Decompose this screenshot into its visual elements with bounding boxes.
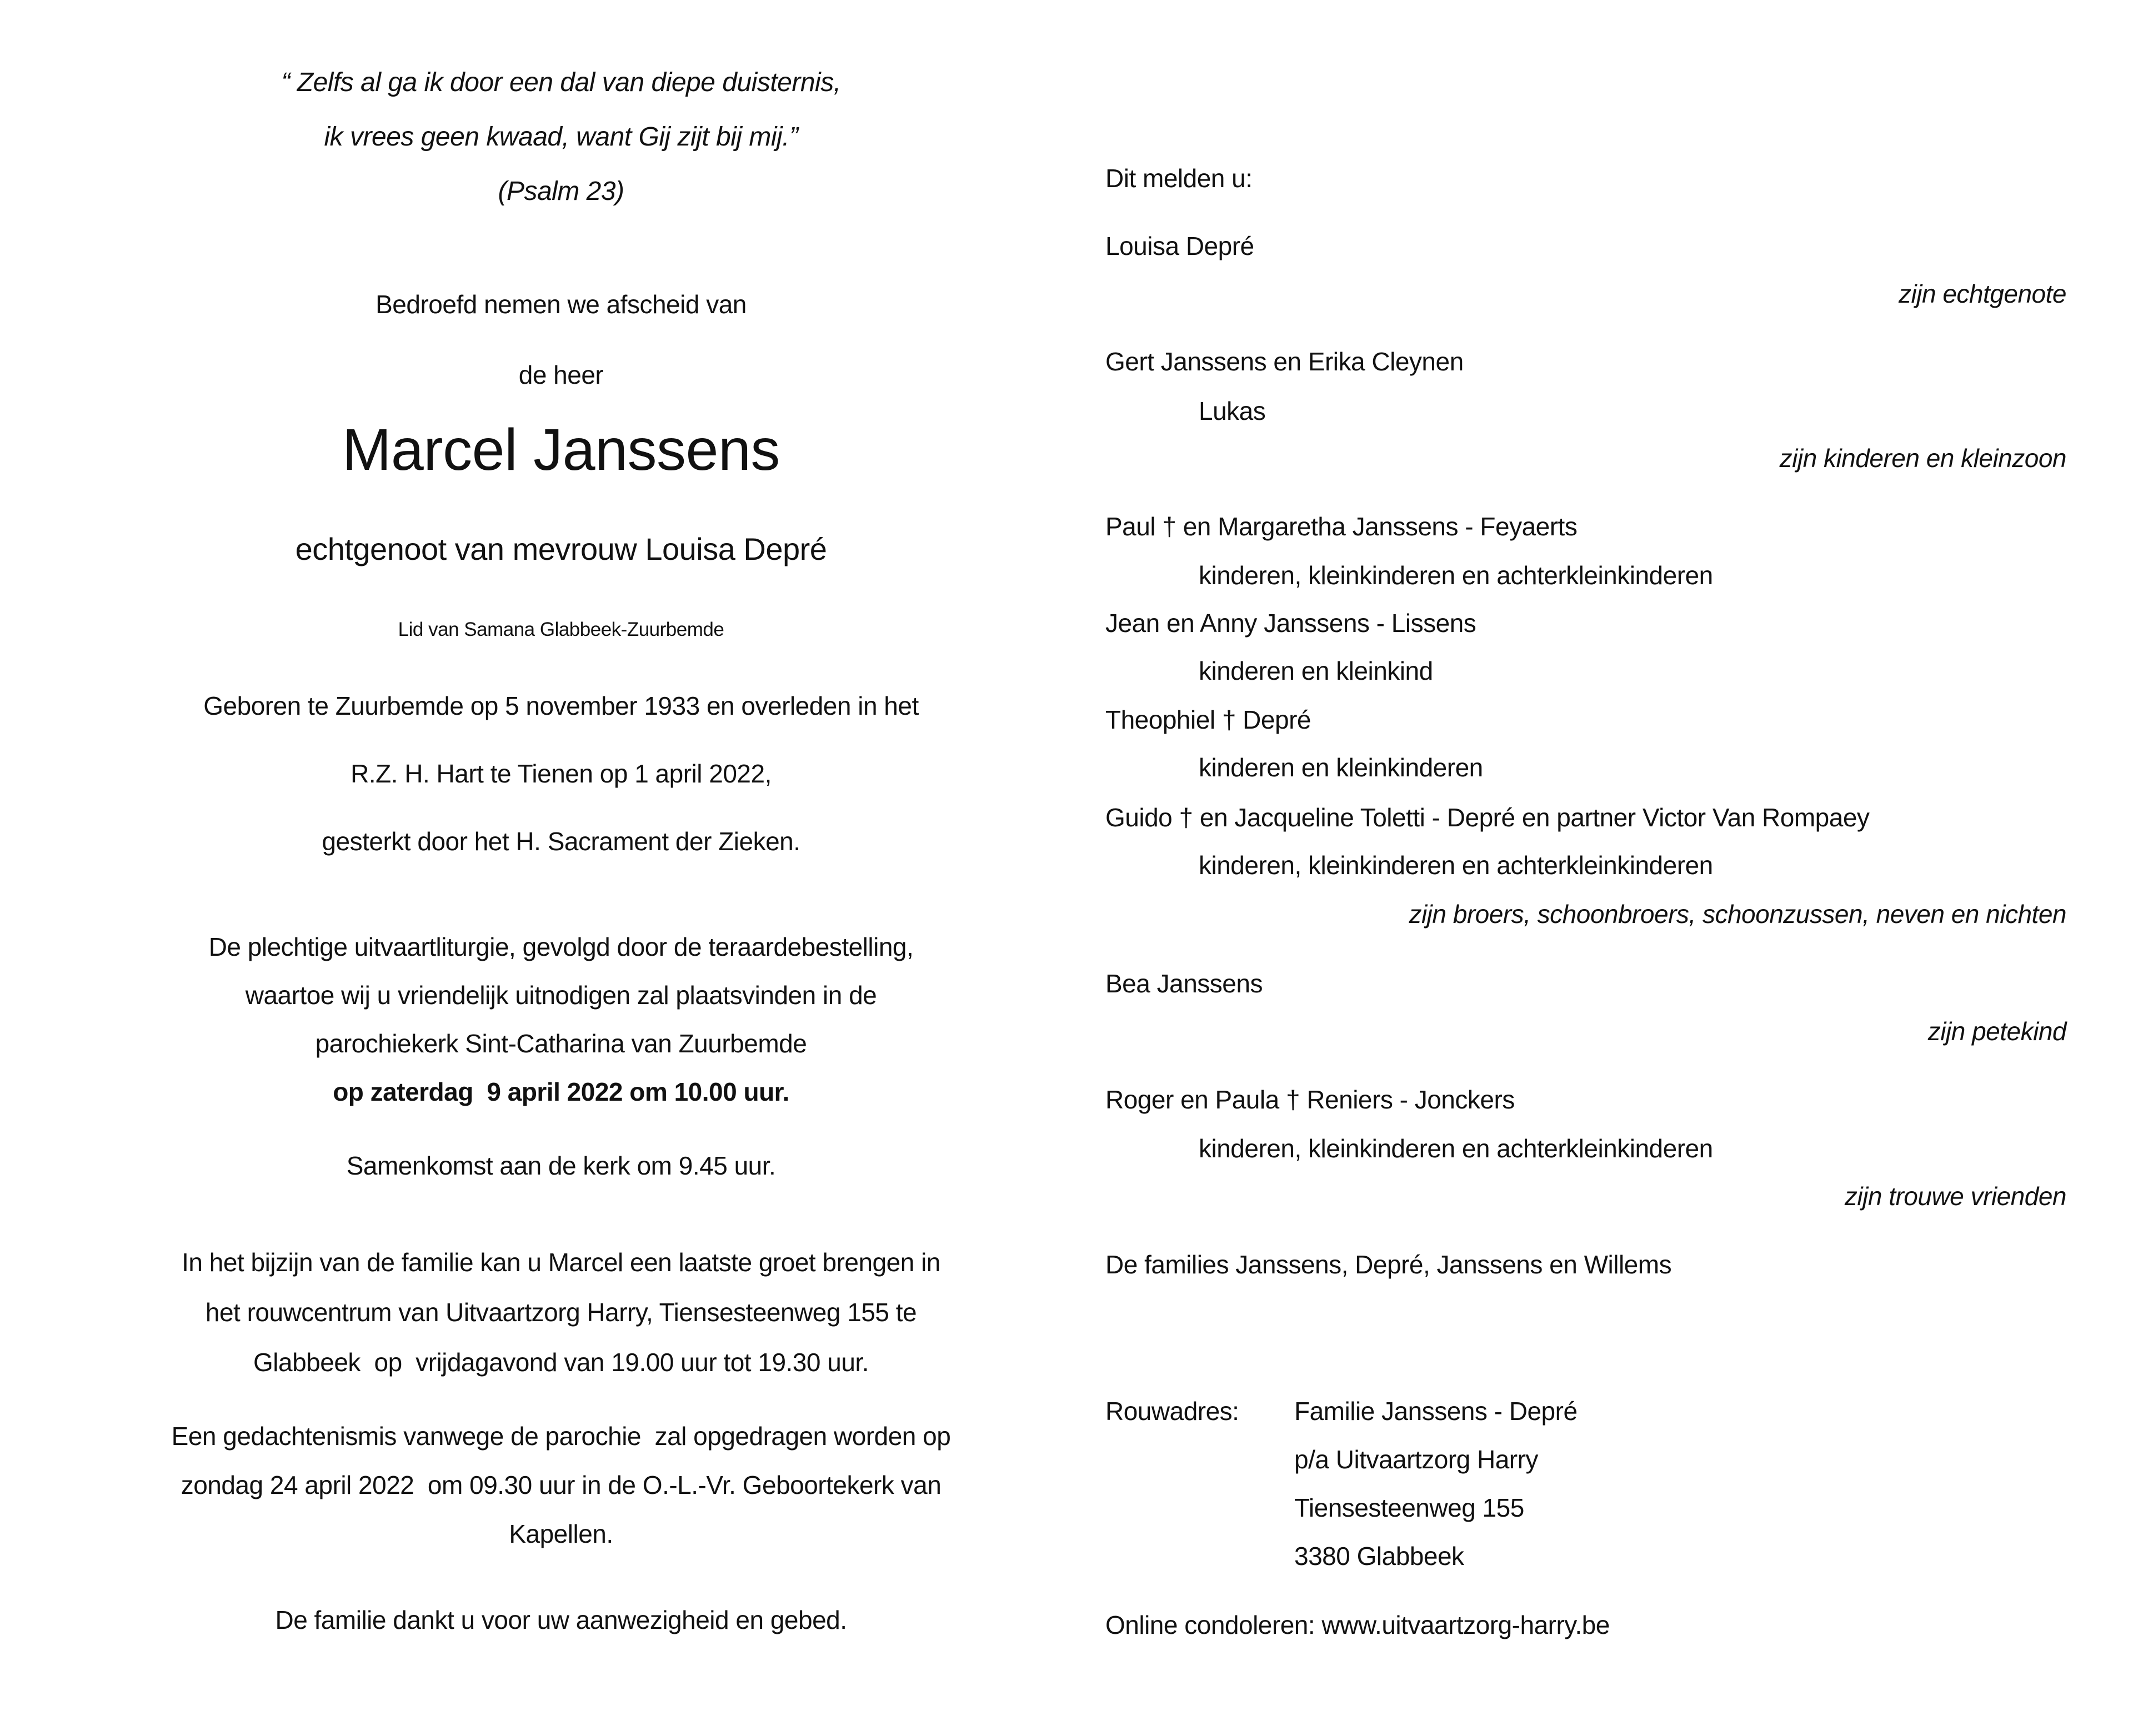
mourning-address-block bbox=[1105, 1387, 2066, 1581]
children-names-block bbox=[1105, 338, 2066, 386]
grandson-block bbox=[1105, 387, 2066, 435]
online-condolence-line: Online condoleren: www.uitvaartzorg-harry.be bbox=[1105, 1610, 1610, 1639]
families-block bbox=[1105, 1241, 2066, 1289]
friends-name-block bbox=[1105, 1076, 2066, 1124]
wife-relation: zijn echtgenote bbox=[1899, 279, 2066, 308]
deceased-name-block bbox=[50, 418, 1072, 483]
psalm-quote-line-2: ik vrees geen kwaad, want Gij zijt bij mij.” bbox=[324, 122, 798, 152]
liturgy-line-1: De plechtige uitvaartliturgie, gevolgd door de teraardebestelling, bbox=[208, 932, 914, 961]
friends-sub-block bbox=[1105, 1125, 2066, 1173]
mourning-address-line-1: Familie Janssens - Depré bbox=[1294, 1397, 1578, 1426]
grandson-line: Lukas bbox=[1199, 397, 1266, 425]
sibling-group-2-sub bbox=[1105, 647, 2066, 695]
viewing-line-2: het rouwcentrum van Uitvaartzorg Harry, Tiensesteenweg 155 te bbox=[205, 1298, 917, 1327]
sibling-1-descendants: kinderen, kleinkinderen en achterkleinkinderen bbox=[1199, 561, 1713, 590]
sibling-group-4-name bbox=[1105, 794, 2066, 842]
sibling-4-name: Guido † en Jacqueline Toletti - Depré en partner Victor Van Rompaey bbox=[1105, 803, 1870, 832]
friends-relation-block bbox=[1105, 1172, 2066, 1221]
godchild-name: Bea Janssens bbox=[1105, 969, 1263, 998]
children-line: Gert Janssens en Erika Cleynen bbox=[1105, 347, 1464, 376]
memorial-line-1: Een gedachtenismis vanwege de parochie zal opgedragen worden op bbox=[171, 1422, 951, 1451]
friends-relation: zijn trouwe vrienden bbox=[1844, 1182, 2066, 1211]
friends-descendants: kinderen, kleinkinderen en achterkleinkinderen bbox=[1199, 1134, 1713, 1163]
memorial-mass-paragraph bbox=[50, 1412, 1072, 1558]
psalm-quote-source: (Psalm 23) bbox=[498, 177, 624, 206]
psalm-quote bbox=[50, 56, 1072, 219]
siblings-relation: zijn broers, schoonbroers, schoonzussen, neven en nichten bbox=[1409, 900, 2066, 929]
spouse-line: echtgenoot van mevrouw Louisa Depré bbox=[295, 531, 827, 566]
deceased-name: Marcel Janssens bbox=[342, 417, 780, 483]
liturgy-date-line: op zaterdag 9 april 2022 om 10.00 uur. bbox=[333, 1077, 789, 1106]
salutation-line: de heer bbox=[518, 360, 604, 389]
wife-relation-block bbox=[1105, 270, 2066, 318]
thanks-block bbox=[50, 1596, 1072, 1644]
liturgy-paragraph bbox=[50, 923, 1072, 1116]
mourning-address-line-4: 3380 Glabbeek bbox=[1294, 1542, 1464, 1571]
liturgy-line-3: parochiekerk Sint-Catharina van Zuurbemde bbox=[315, 1029, 807, 1058]
announce-line: Dit melden u: bbox=[1105, 164, 1253, 193]
memorial-line-2: zondag 24 april 2022 om 09.30 uur in de O.-L.-Vr. Geboortekerk van bbox=[181, 1471, 942, 1499]
intro-text bbox=[50, 280, 1072, 329]
memorial-line-3: Kapellen. bbox=[509, 1519, 613, 1548]
children-relation: zijn kinderen en kleinzoon bbox=[1779, 444, 2066, 473]
godchild-name-block bbox=[1105, 960, 2066, 1008]
spouse-line-block bbox=[50, 525, 1072, 573]
membership-block bbox=[50, 605, 1072, 654]
birth-death-paragraph bbox=[50, 672, 1072, 875]
viewing-line-3: Glabbeek op vrijdagavond van 19.00 uur tot 19.30 uur. bbox=[253, 1348, 869, 1377]
sibling-group-2-name bbox=[1105, 599, 2066, 648]
intro-line: Bedroefd nemen we afscheid van bbox=[375, 290, 747, 319]
godchild-relation-block bbox=[1105, 1007, 2066, 1056]
sibling-1-name: Paul † en Margaretha Janssens - Feyaerts bbox=[1105, 512, 1578, 541]
birth-death-line-1: Geboren te Zuurbemde op 5 november 1933 en overleden in het bbox=[203, 691, 919, 720]
mourning-address-label: Rouwadres: bbox=[1105, 1397, 1239, 1426]
viewing-line-1: In het bijzijn van de familie kan u Marcel een laatste groet brengen in bbox=[182, 1248, 940, 1277]
online-condolence-block bbox=[1105, 1601, 2066, 1649]
sibling-group-1-sub bbox=[1105, 551, 2066, 600]
sibling-2-name: Jean en Anny Janssens - Lissens bbox=[1105, 609, 1476, 638]
godchild-relation: zijn petekind bbox=[1927, 1017, 2066, 1046]
sibling-2-descendants: kinderen en kleinkind bbox=[1199, 656, 1433, 685]
wife-name-block bbox=[1105, 222, 2066, 270]
gathering-block bbox=[50, 1142, 1072, 1190]
viewing-paragraph bbox=[50, 1237, 1072, 1387]
sibling-3-descendants: kinderen en kleinkinderen bbox=[1199, 753, 1483, 782]
psalm-quote-line-1: “ Zelfs al ga ik door een dal van diepe duisternis, bbox=[281, 68, 841, 97]
gathering-line: Samenkomst aan de kerk om 9.45 uur. bbox=[346, 1151, 776, 1180]
siblings-relation-block bbox=[1105, 890, 2066, 939]
membership-line: Lid van Samana Glabbeek-Zuurbemde bbox=[398, 619, 724, 640]
salutation bbox=[50, 351, 1072, 399]
mourning-address-line-3: Tiensesteenweg 155 bbox=[1294, 1493, 1524, 1522]
sibling-group-1-name bbox=[1105, 503, 2066, 551]
liturgy-line-2: waartoe wij u vriendelijk uitnodigen zal plaatsvinden in de bbox=[245, 981, 877, 1010]
children-relation-block bbox=[1105, 434, 2066, 483]
birth-death-line-3: gesterkt door het H. Sacrament der Zieken. bbox=[322, 827, 800, 856]
thanks-line: De familie dankt u voor uw aanwezigheid en gebed. bbox=[275, 1605, 847, 1634]
sibling-group-3-sub bbox=[1105, 744, 2066, 792]
sibling-4-descendants: kinderen, kleinkinderen en achterkleinkinderen bbox=[1199, 851, 1713, 880]
sibling-group-3-name bbox=[1105, 696, 2066, 744]
sibling-group-4-sub bbox=[1105, 841, 2066, 890]
friends-name: Roger en Paula † Reniers - Jonckers bbox=[1105, 1085, 1515, 1114]
sibling-3-name: Theophiel † Depré bbox=[1105, 705, 1311, 734]
families-line: De families Janssens, Depré, Janssens en Willems bbox=[1105, 1250, 1672, 1279]
wife-name: Louisa Depré bbox=[1105, 232, 1254, 260]
announce-block bbox=[1105, 154, 2066, 203]
mourning-address-line-2: p/a Uitvaartzorg Harry bbox=[1294, 1445, 1538, 1474]
birth-death-line-2: R.Z. H. Hart te Tienen op 1 april 2022, bbox=[351, 759, 772, 788]
